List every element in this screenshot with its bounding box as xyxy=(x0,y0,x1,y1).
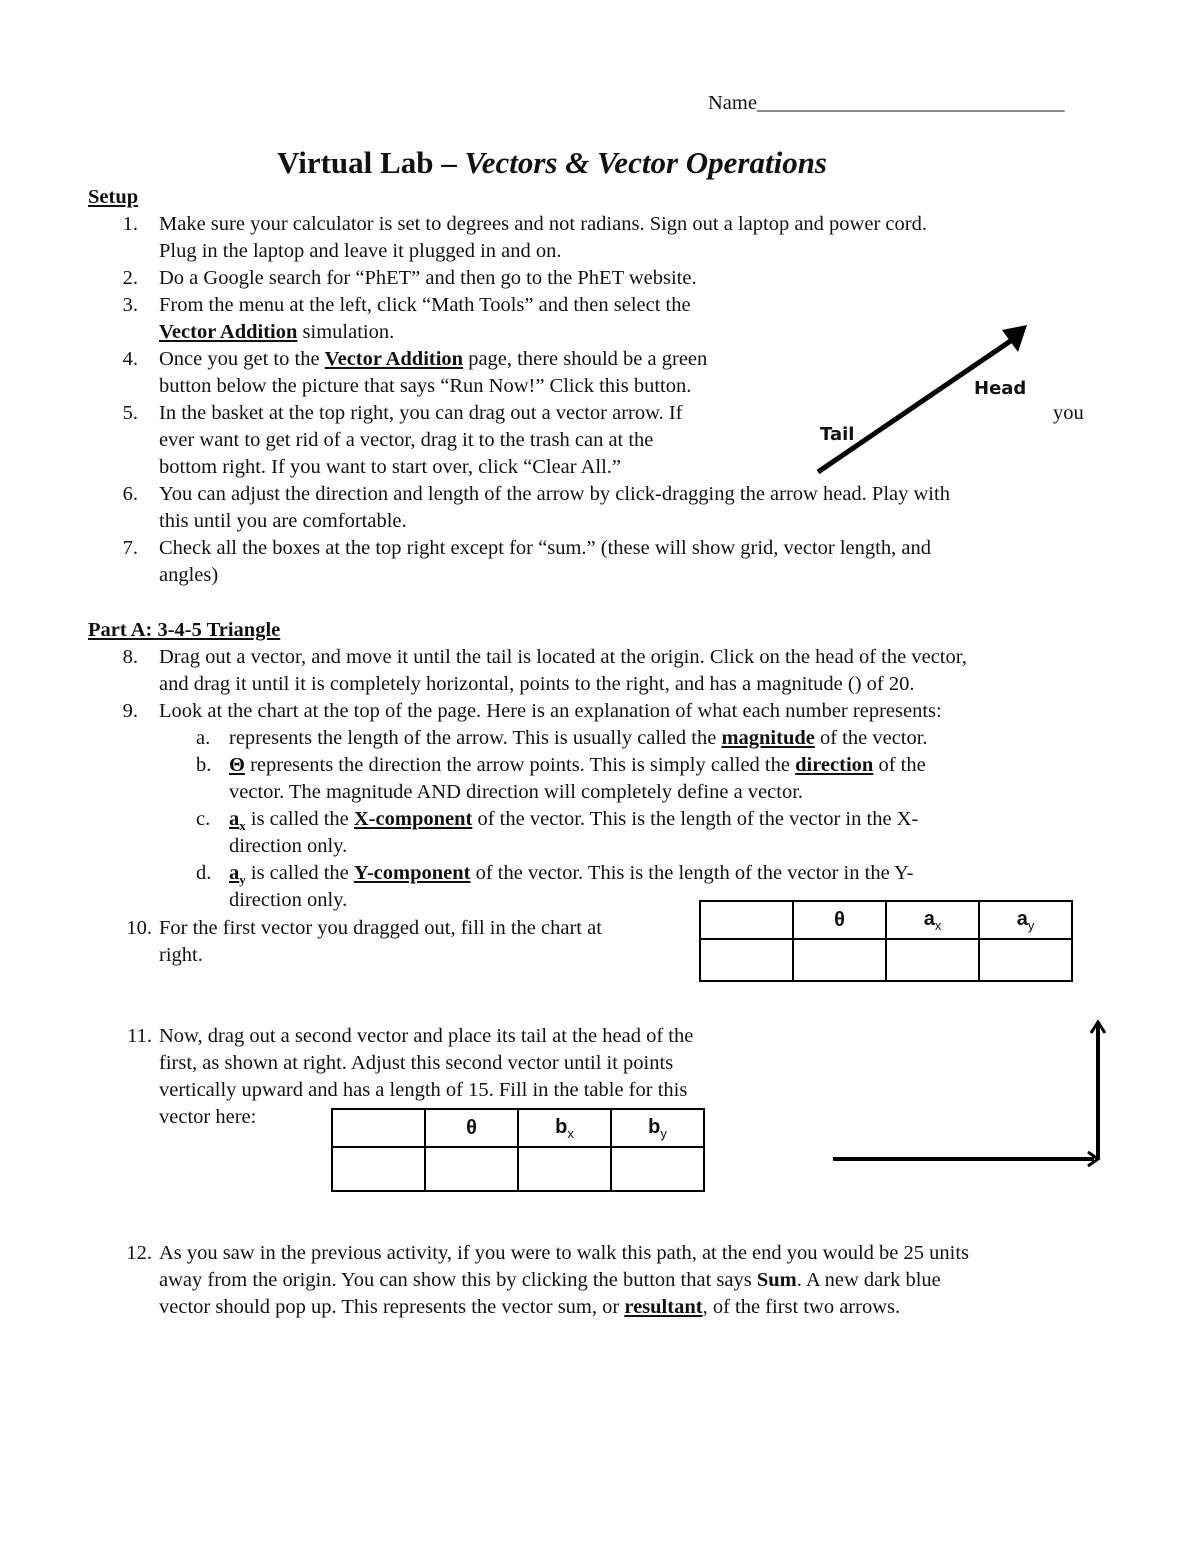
ax-subscript: x xyxy=(239,818,246,834)
item-6-line-1: You can adjust the direction and length of the arrow by click-dragging the arrow head. Play with xyxy=(159,483,950,505)
item-number: 10. xyxy=(126,917,152,939)
item-number: 2. xyxy=(122,267,138,289)
item-number: 4. xyxy=(122,348,138,370)
sub-a-post: of the vector. xyxy=(814,727,928,749)
item-11-line-1: Now, drag out a second vector and place its tail at the head of the xyxy=(159,1025,694,1047)
sub-c-post: of the vector. This is the length of the vector in the X- xyxy=(472,808,919,830)
head-tail-arrow-icon xyxy=(818,325,1027,472)
setup-heading: Setup xyxy=(88,186,139,208)
name-field-label: Name______________________________ xyxy=(708,92,1065,114)
sub-letter: b. xyxy=(196,754,212,776)
item-number: 11. xyxy=(127,1025,152,1047)
part-a-heading: Part A: 3-4-5 Triangle xyxy=(88,619,281,641)
ax-header-sub: x xyxy=(934,917,942,933)
item-1-line-2: Plug in the laptop and leave it plugged in and on. xyxy=(159,240,562,262)
item-8-line-1: Drag out a vector, and move it until the tail is located at the origin. Click on the head of the vector, xyxy=(159,646,967,668)
theta-header-text: θ xyxy=(834,908,845,931)
item-1-line-1: Make sure your calculator is set to degrees and not radians. Sign out a laptop and power cord. xyxy=(159,213,927,235)
item-4-post: page, there should be a green xyxy=(463,348,708,370)
sub-c-pre: is called the xyxy=(245,808,354,830)
ay-letter: a xyxy=(229,862,240,884)
sub-d-pre: is called the xyxy=(245,862,354,884)
item-5-line-1: In the basket at the top right, you can drag out a vector arrow. If xyxy=(159,402,683,424)
item-12-line-3-post: , of the first two arrows. xyxy=(702,1296,901,1318)
sub-b-line-2: vector. The magnitude AND direction will completely define a vector. xyxy=(229,781,804,803)
item-number: 12. xyxy=(126,1242,152,1264)
sub-letter: d. xyxy=(196,862,212,884)
item-5-line-2: ever want to get rid of a vector, drag it to the trash can at the xyxy=(159,429,654,451)
ax-header-letter: a xyxy=(923,907,935,930)
item-3-line-1: From the menu at the left, click “Math Tools” and then select the xyxy=(159,294,691,316)
bx-header-letter: b xyxy=(555,1115,568,1138)
head-label: Head xyxy=(974,378,1027,399)
item-11-line-2: first, as shown at right. Adjust this second vector until it points xyxy=(159,1052,674,1074)
item-8-line-2: and drag it until it is completely horizontal, points to the right, and has a magnitude () of 20. xyxy=(159,673,915,695)
item-12-line-1: As you saw in the previous activity, if you were to walk this path, at the end you would be 25 units xyxy=(159,1242,969,1264)
title-main: Virtual Lab – xyxy=(277,145,465,180)
item-12-line-3-pre: vector should pop up. This represents the vector sum, or xyxy=(159,1296,625,1318)
item-number: 3. xyxy=(122,294,138,316)
item-6-line-2: this until you are comfortable. xyxy=(159,510,407,532)
sub-c-line-2: direction only. xyxy=(229,835,348,857)
item-number: 9. xyxy=(122,700,138,722)
sub-b-post: of the xyxy=(873,754,926,776)
vector-path-arrows-icon xyxy=(833,1022,1105,1166)
magnitude-term: magnitude xyxy=(721,727,815,749)
item-number: 6. xyxy=(122,483,138,505)
item-2-line-1: Do a Google search for “PhET” and then go to the PhET website. xyxy=(159,267,697,289)
sub-a-pre: represents the length of the arrow. This is usually called the xyxy=(229,727,722,749)
sub-d-post: of the vector. This is the length of the vector in the Y- xyxy=(470,862,914,884)
direction-term: direction xyxy=(795,754,874,776)
sum-term: Sum xyxy=(756,1269,797,1291)
by-header-sub: y xyxy=(660,1125,667,1141)
item-number: 8. xyxy=(122,646,138,668)
sub-letter: a. xyxy=(196,727,211,749)
item-7-line-1: Check all the boxes at the top right except for “sum.” (these will show grid, vector length, and xyxy=(159,537,931,559)
item-7-line-2: angles) xyxy=(159,564,219,586)
theta-symbol: Θ xyxy=(229,754,245,776)
sub-d-line-2: direction only. xyxy=(229,889,348,911)
item-10-line-2: right. xyxy=(159,944,203,966)
tail-label: Tail xyxy=(820,424,855,445)
item-number: 5. xyxy=(122,402,138,424)
item-number: 1. xyxy=(122,213,138,235)
vector-addition-term: Vector Addition xyxy=(324,348,464,370)
ay-subscript: y xyxy=(239,872,246,888)
item-10-line-1: For the first vector you dragged out, fill in the chart at xyxy=(159,917,602,939)
item-3-rest: simulation. xyxy=(297,321,395,343)
bx-header-sub: x xyxy=(567,1125,574,1141)
item-9-line-1: Look at the chart at the top of the page. Here is an explanation of what each number represents: xyxy=(159,700,942,722)
resultant-term: resultant xyxy=(624,1296,703,1318)
vector-addition-term: Vector Addition xyxy=(159,321,298,343)
item-12-line-2-pre: away from the origin. You can show this by clicking the button that says xyxy=(159,1269,757,1291)
x-component-term: X-component xyxy=(353,808,473,830)
title-italic: Vectors & Vector Operations xyxy=(464,145,827,180)
item-11-line-4: vector here: xyxy=(159,1106,257,1128)
item-11-line-3: vertically upward and has a length of 15. Fill in the table for this xyxy=(159,1079,688,1101)
item-12-line-2-post: . A new dark blue xyxy=(796,1269,941,1291)
ay-header-sub: y xyxy=(1027,917,1035,933)
sub-b-pre: represents the direction the arrow points. This is simply called the xyxy=(244,754,796,776)
item-number: 7. xyxy=(122,537,138,559)
item-5-line-1-end: you xyxy=(1053,402,1084,424)
ax-letter: a xyxy=(229,808,240,830)
theta-header-text: θ xyxy=(466,1116,477,1139)
ay-header-letter: a xyxy=(1016,907,1028,930)
by-header-letter: b xyxy=(648,1115,661,1138)
sub-letter: c. xyxy=(196,808,211,830)
y-component-term: Y-component xyxy=(353,862,471,884)
item-4-line-2: button below the picture that says “Run Now!” Click this button. xyxy=(159,375,692,397)
item-4-pre: Once you get to the xyxy=(159,348,325,370)
item-5-line-3: bottom right. If you want to start over, click “Clear All.” xyxy=(159,456,622,478)
